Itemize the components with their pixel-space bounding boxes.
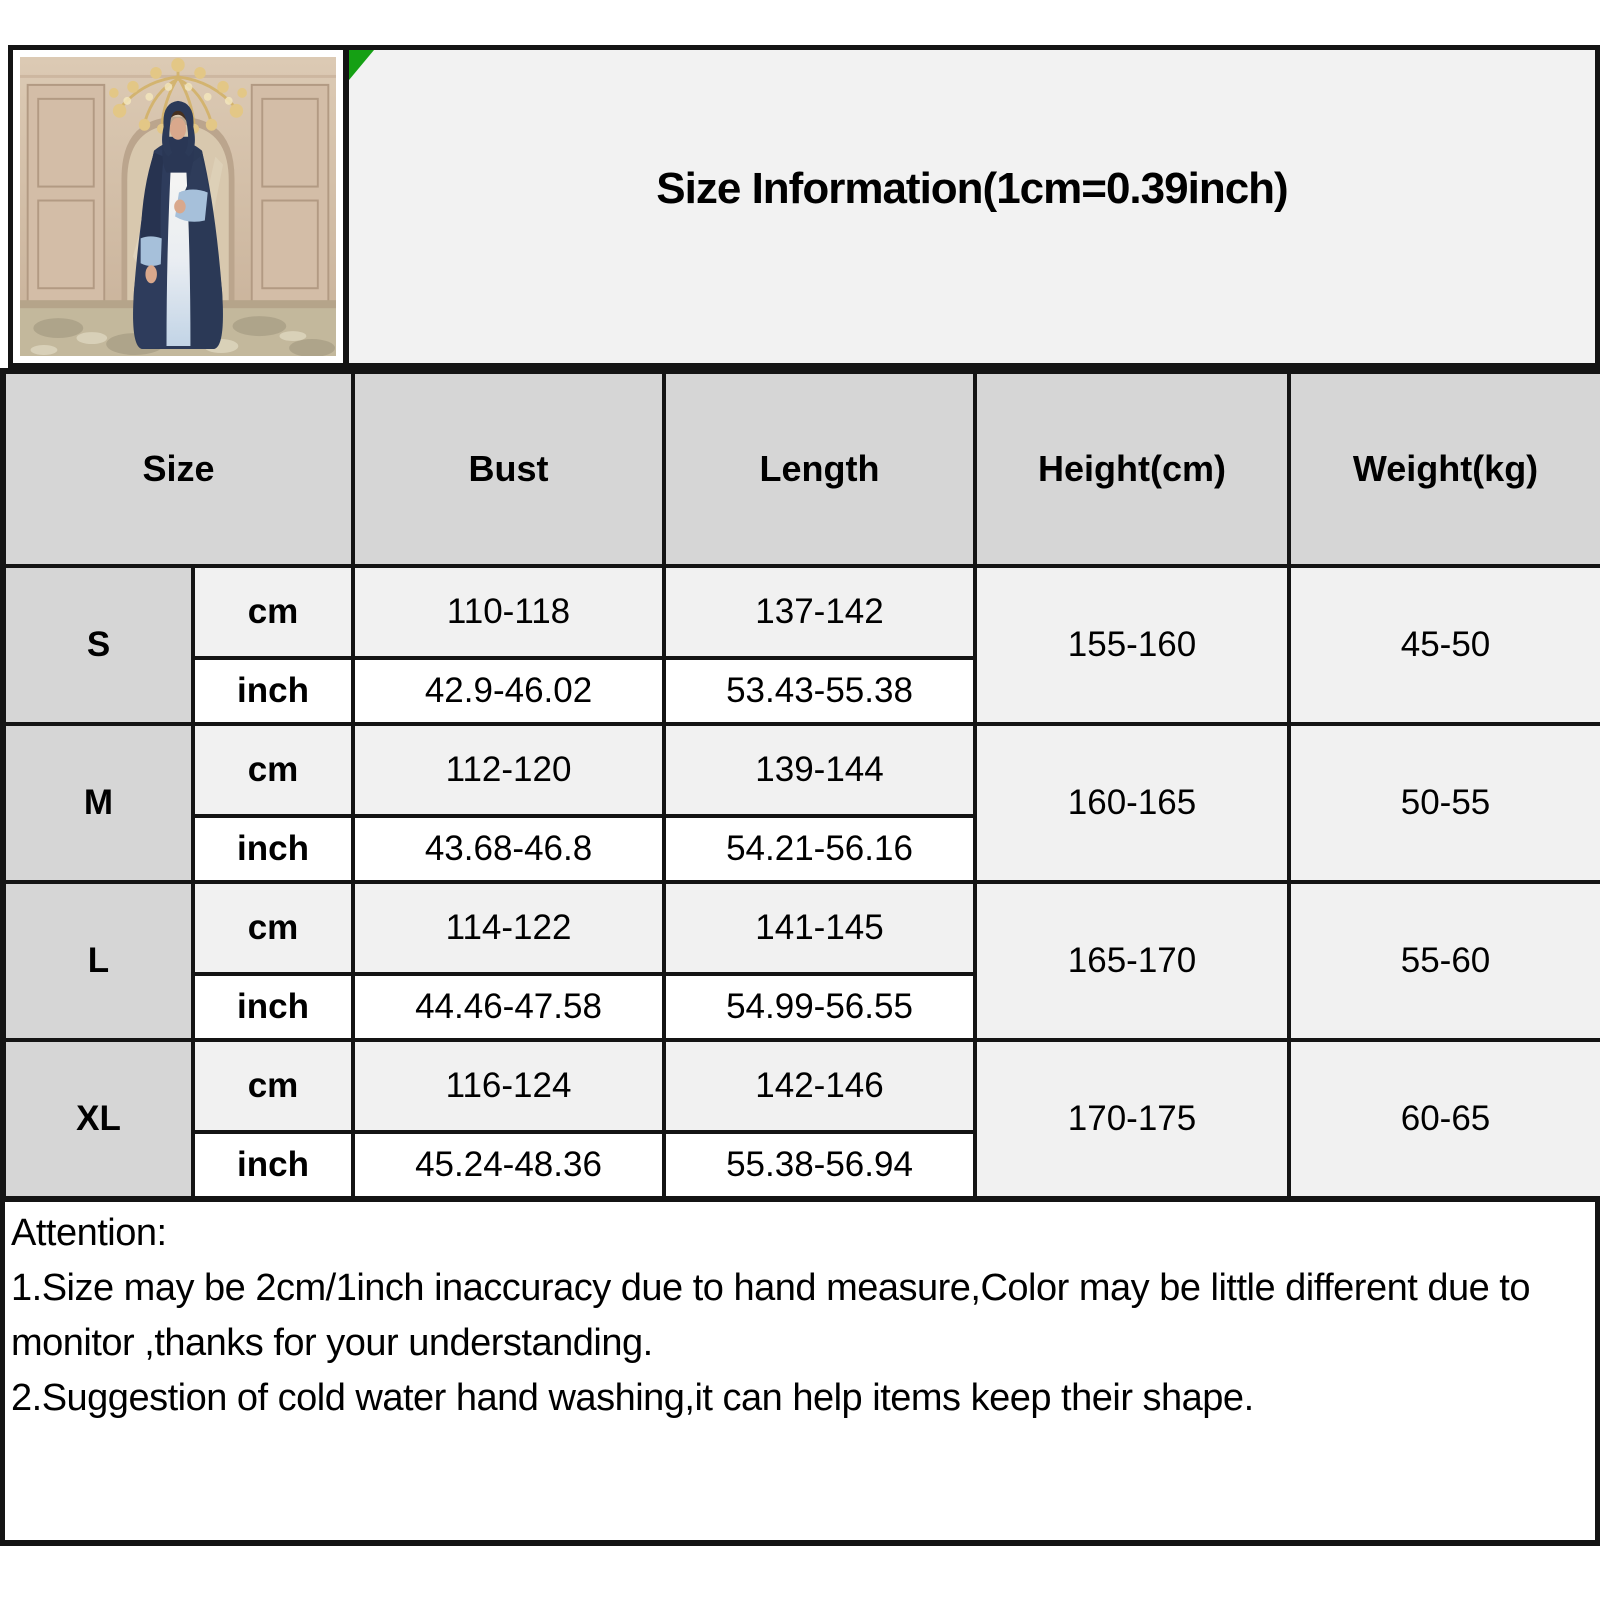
cell-height-m: 160-165	[975, 724, 1289, 882]
attention-item-2: 2.Suggestion of cold water hand washing,it can help items keep their shape.	[11, 1377, 1254, 1419]
col-header-length: Length	[664, 371, 975, 566]
cell-bust-inch-s: 42.9-46.02	[353, 658, 664, 724]
unit-label-inch: inch	[193, 816, 353, 882]
cell-bust-cm-s: 110-118	[353, 566, 664, 658]
col-header-height: Height(cm)	[975, 371, 1289, 566]
unit-label-inch: inch	[193, 974, 353, 1040]
unit-label-inch: inch	[193, 1132, 353, 1199]
row-m-cm	[3, 724, 1600, 816]
cell-corner-marker-icon	[349, 50, 374, 80]
cell-length-inch-xl: 55.38-56.94	[664, 1132, 975, 1199]
cell-length-cm-l: 141-145	[664, 882, 975, 974]
product-photo-abaya	[20, 57, 336, 356]
size-label-xl: XL	[3, 1040, 193, 1199]
cell-bust-inch-xl: 45.24-48.36	[353, 1132, 664, 1199]
cell-length-inch-m: 54.21-56.16	[664, 816, 975, 882]
cell-weight-m: 50-55	[1289, 724, 1600, 882]
row-s-cm	[3, 566, 1600, 658]
size-label-l: L	[3, 882, 193, 1040]
unit-label-cm: cm	[193, 1040, 353, 1132]
row-l-cm	[3, 882, 1600, 974]
cell-length-cm-xl: 142-146	[664, 1040, 975, 1132]
cell-length-cm-s: 137-142	[664, 566, 975, 658]
cell-weight-xl: 60-65	[1289, 1040, 1600, 1199]
cell-height-l: 165-170	[975, 882, 1289, 1040]
cell-bust-inch-m: 43.68-46.8	[353, 816, 664, 882]
col-header-bust: Bust	[353, 371, 664, 566]
unit-label-cm: cm	[193, 882, 353, 974]
cell-bust-cm-l: 114-122	[353, 882, 664, 974]
top-band	[0, 45, 1600, 368]
cell-bust-inch-l: 44.46-47.58	[353, 974, 664, 1040]
cell-weight-l: 55-60	[1289, 882, 1600, 1040]
row-xl-cm	[3, 1040, 1600, 1132]
size-label-m: M	[3, 724, 193, 882]
size-label-s: S	[3, 566, 193, 724]
cell-height-xl: 170-175	[975, 1040, 1289, 1199]
attention-item-1: 1.Size may be 2cm/1inch inaccuracy due to hand measure,Color may be little different due to monitor ,thanks for your understanding.	[11, 1267, 1530, 1364]
cell-length-cm-m: 139-144	[664, 724, 975, 816]
cell-length-inch-l: 54.99-56.55	[664, 974, 975, 1040]
cell-bust-cm-m: 112-120	[353, 724, 664, 816]
cell-weight-s: 45-50	[1289, 566, 1600, 724]
unit-label-cm: cm	[193, 724, 353, 816]
photo-right-door	[252, 85, 329, 302]
col-header-size: Size	[3, 371, 353, 566]
attention-heading: Attention:	[11, 1212, 167, 1254]
photo-left-door	[28, 85, 105, 302]
cell-height-s: 155-160	[975, 566, 1289, 724]
page-title: Size Information(1cm=0.39inch)	[656, 163, 1288, 213]
size-table	[0, 368, 1600, 1202]
cell-length-inch-s: 53.43-55.38	[664, 658, 975, 724]
attention-section	[0, 1202, 1600, 1546]
unit-label-cm: cm	[193, 566, 353, 658]
cell-bust-cm-xl: 116-124	[353, 1040, 664, 1132]
unit-label-inch: inch	[193, 658, 353, 724]
table-header-row	[3, 371, 1600, 566]
title-cell	[344, 45, 1600, 368]
product-photo-cell	[8, 45, 348, 368]
col-header-weight: Weight(kg)	[1289, 371, 1600, 566]
